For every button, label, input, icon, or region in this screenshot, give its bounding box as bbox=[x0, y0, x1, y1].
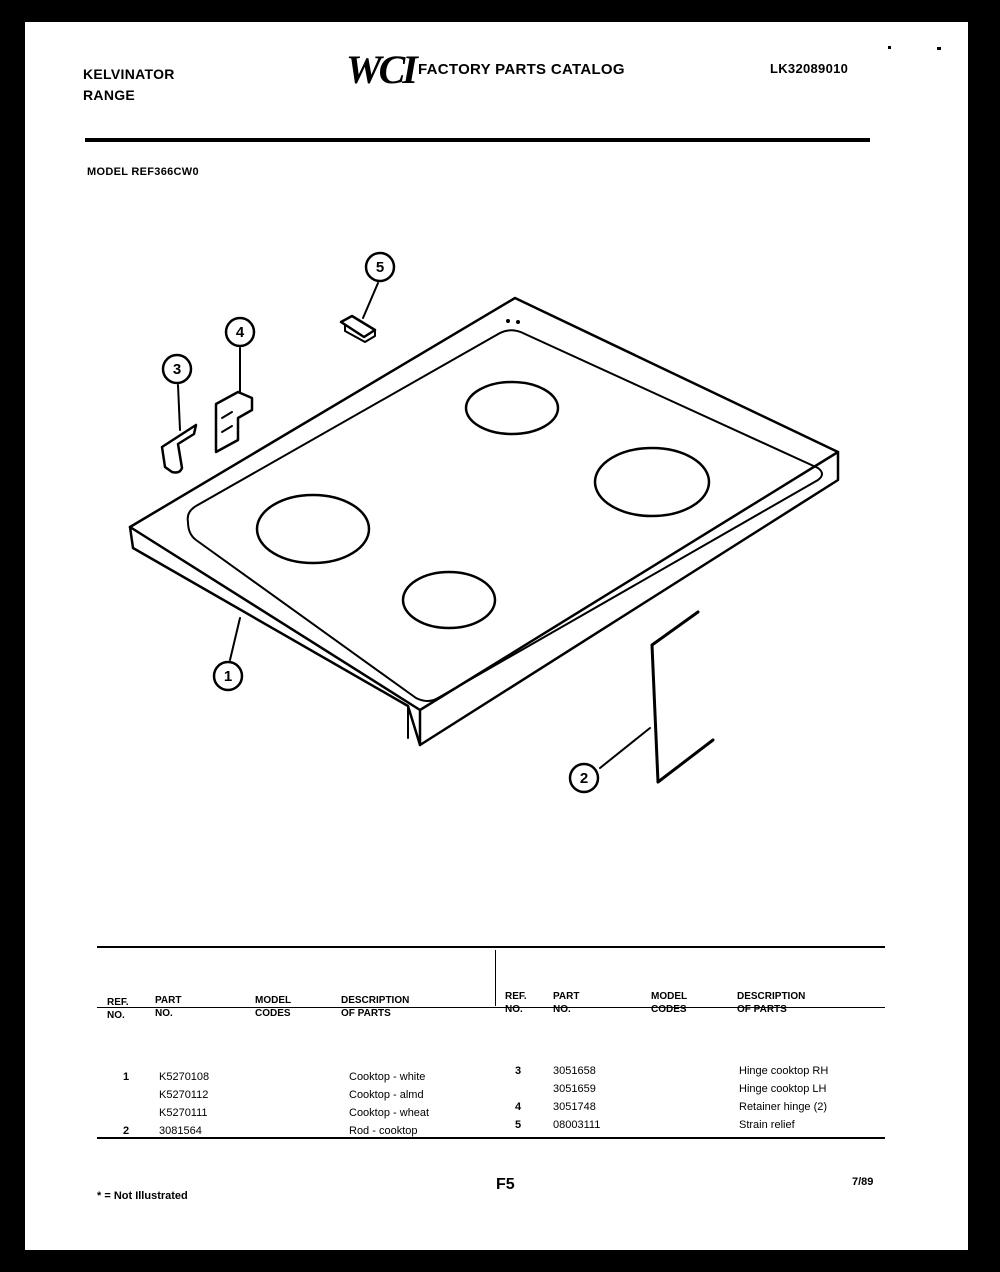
burner-opening-right-front bbox=[403, 572, 495, 628]
row-part-no: 3081564 bbox=[159, 1125, 202, 1137]
row-part-no: 3051748 bbox=[553, 1101, 596, 1113]
cooktop-inner-panel bbox=[188, 330, 822, 701]
header-part-no: PART NO. bbox=[155, 995, 182, 1019]
cooktop-outline bbox=[130, 298, 838, 710]
row-part-no: K5270108 bbox=[159, 1071, 210, 1083]
catalog-title: FACTORY PARTS CATALOG bbox=[418, 61, 625, 78]
hinge-part bbox=[162, 425, 196, 473]
row-description: Rod - cooktop bbox=[349, 1125, 418, 1137]
leader-line-2 bbox=[600, 728, 650, 768]
product-type: RANGE bbox=[83, 87, 136, 103]
row-description: Strain relief bbox=[739, 1119, 795, 1131]
callout-label-2: 2 bbox=[579, 770, 589, 787]
row-part-no: 3051659 bbox=[553, 1083, 596, 1095]
burner-opening-left-front bbox=[257, 495, 369, 563]
callout-label-3: 3 bbox=[172, 361, 182, 378]
revision-date: 7/89 bbox=[852, 1176, 874, 1188]
row-ref: 2 bbox=[123, 1125, 130, 1137]
callout-label-5: 5 bbox=[375, 259, 385, 276]
footnote-not-illustrated: * = Not Illustrated bbox=[97, 1190, 188, 1202]
leader-line-3 bbox=[178, 385, 180, 430]
header-part-no-right: PART NO. bbox=[553, 991, 580, 1015]
header-model-codes-right: MODEL CODES bbox=[651, 991, 688, 1015]
brand-name: KELVINATOR bbox=[83, 66, 175, 82]
row-part-no: K5270112 bbox=[159, 1089, 209, 1101]
header-ref-no: REF. NO. bbox=[107, 997, 129, 1021]
row-part-no: K5270111 bbox=[159, 1107, 208, 1119]
row-description: Retainer hinge (2) bbox=[739, 1101, 828, 1113]
row-description: Hinge cooktop LH bbox=[739, 1083, 827, 1095]
row-description: Cooktop - almd bbox=[349, 1089, 424, 1101]
rod-part bbox=[652, 612, 713, 782]
row-part-no: 3051658 bbox=[553, 1065, 596, 1077]
row-ref: 3 bbox=[515, 1065, 522, 1077]
row-description: Cooktop - wheat bbox=[349, 1107, 430, 1119]
catalog-code: LK32089010 bbox=[770, 61, 849, 76]
callout-label-1: 1 bbox=[223, 668, 233, 685]
page-id: F5 bbox=[496, 1176, 515, 1193]
row-ref: 5 bbox=[515, 1119, 522, 1131]
row-description: Hinge cooktop RH bbox=[739, 1065, 829, 1077]
retainer-hinge-part bbox=[216, 392, 252, 452]
burner-opening-left-rear bbox=[466, 382, 558, 434]
header-description-right: DESCRIPTION OF PARTS bbox=[737, 991, 806, 1015]
row-ref: 4 bbox=[515, 1101, 522, 1113]
leader-line-1 bbox=[230, 618, 240, 660]
strain-relief-part bbox=[341, 316, 375, 337]
row-part-no: 08003111 bbox=[553, 1119, 601, 1131]
header-model-codes: MODEL CODES bbox=[255, 995, 292, 1019]
parts-table bbox=[97, 946, 885, 1138]
cooktop-front-edge bbox=[420, 452, 838, 745]
burner-opening-right-rear bbox=[595, 448, 709, 516]
row-description: Cooktop - white bbox=[349, 1071, 426, 1083]
header-description: DESCRIPTION OF PARTS bbox=[341, 995, 410, 1019]
header-ref-no-right: REF. NO. bbox=[505, 991, 527, 1015]
model-number: MODEL REF366CW0 bbox=[87, 166, 199, 178]
row-ref: 1 bbox=[123, 1071, 130, 1083]
callout-label-4: 4 bbox=[235, 324, 245, 341]
leader-line-5 bbox=[363, 283, 378, 318]
wci-logo: WCI bbox=[346, 47, 415, 92]
cooktop-left-edge bbox=[130, 527, 420, 745]
